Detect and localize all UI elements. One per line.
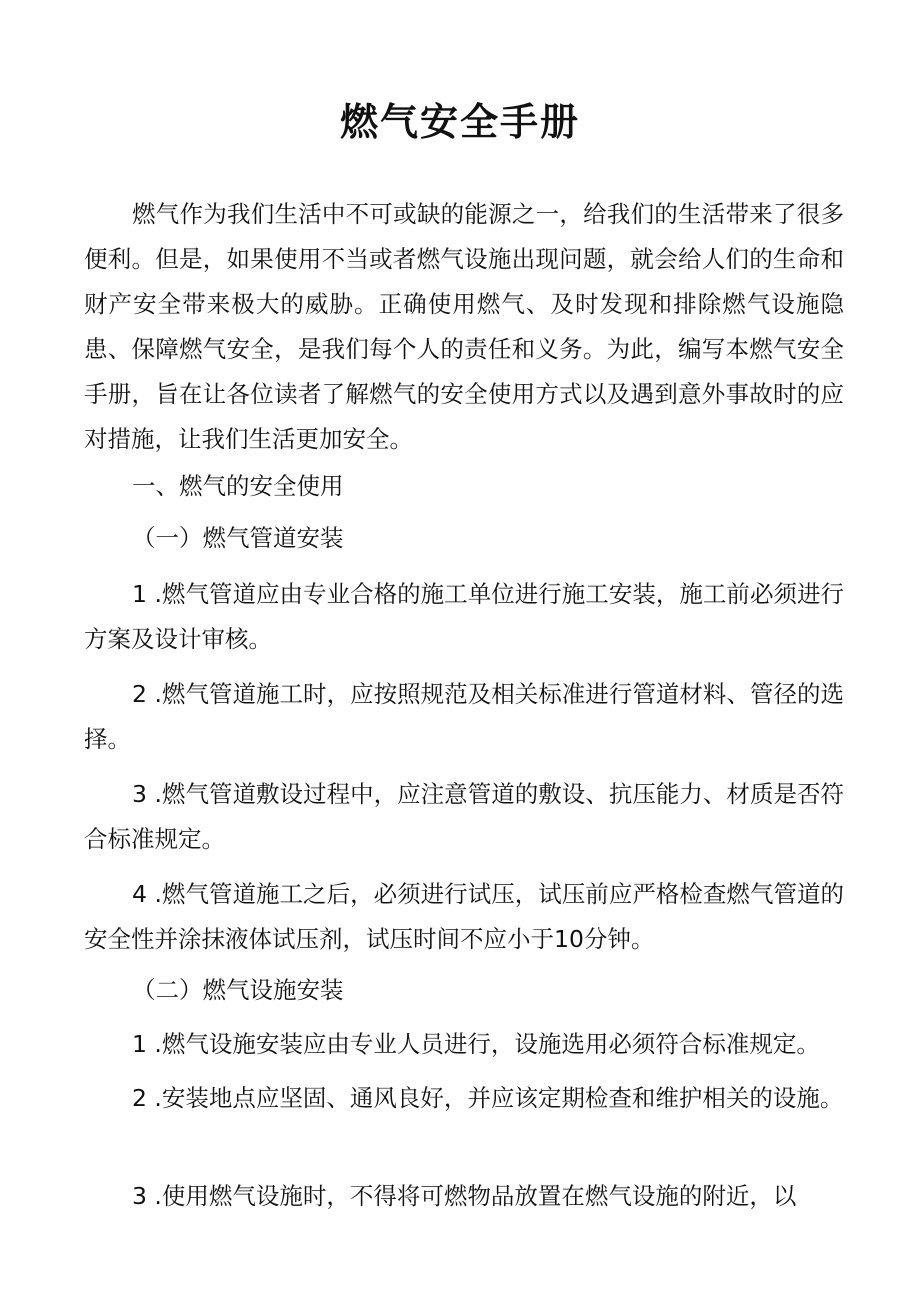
list-item: 2 .燃气管道施工时，应按照规范及相关标准进行管道材料、管径的选择。 <box>84 680 844 753</box>
subsection-heading-1: （一）燃气管道安装 <box>132 524 344 552</box>
intro-paragraph: 燃气作为我们生活中不可或缺的能源之一，给我们的生活带来了很多便利。但是，如果使用不当或者燃气设施出现问题，就会给人们的生命和财产安全带来极大的威胁。正确使用燃气、及时发现和排除燃气设施隐患、保障燃气安全，是我们每个人的责任和义务。为此，编写本燃气安全手册，旨在让各位读者了解燃气的安全使用方式以及遇到意外事故时的应对措施，让我们生活更加安全。 <box>84 200 844 453</box>
list-item: 1 .燃气管道应由专业合格的施工单位进行施工安装，施工前必须进行方案及设计审核。 <box>84 580 844 653</box>
list-item: 4 .燃气管道施工之后，必须进行试压，试压前应严格检查燃气管道的安全性并涂抹液体试压剂，试压时间不应小于10分钟。 <box>84 880 844 953</box>
section-heading-1: 一、燃气的安全使用 <box>132 472 344 500</box>
subsection-heading-2: （二）燃气设施安装 <box>132 976 344 1004</box>
list-item: 2 .安装地点应坚固、通风良好，并应该定期检查和维护相关的设施。 <box>132 1084 844 1112</box>
list-item: 3 .使用燃气设施时，不得将可燃物品放置在燃气设施的附近，以 <box>132 1182 797 1210</box>
list-item: 3 .燃气管道敷设过程中，应注意管道的敷设、抗压能力、材质是否符合标准规定。 <box>84 780 844 853</box>
document-title: 燃气安全手册 <box>339 100 580 144</box>
list-item: 1 .燃气设施安装应由专业人员进行，设施选用必须符合标准规定。 <box>132 1030 820 1058</box>
